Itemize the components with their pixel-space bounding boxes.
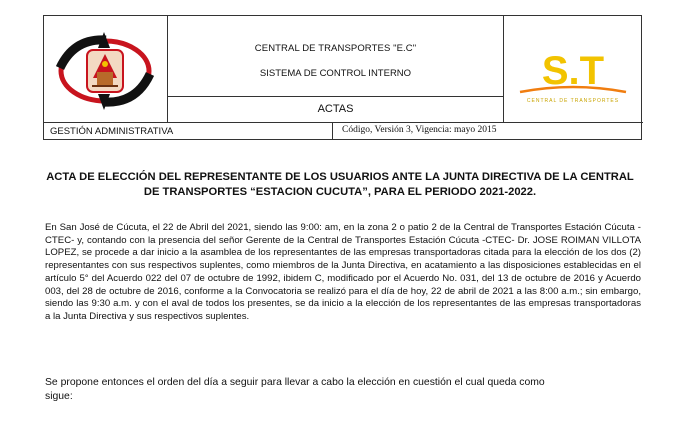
body-paragraph: Se propone entonces el orden del día a seguir para llevar a cabo la elección en cuestión el cual queda como sigue: (45, 377, 545, 402)
st-brand-logo (512, 38, 634, 108)
logo-lettering: S.T (541, 49, 605, 93)
process-name: GESTIÓN ADMINISTRATIVA (50, 126, 174, 137)
central-transportes-logo (54, 26, 156, 112)
logo-caption: CENTRAL DE TRANSPORTES (526, 98, 620, 104)
document-title: ACTA DE ELECCIÓN DEL REPRESENTANTE DE LOS USUARIOS ANTE LA JUNTA DIRECTIVA DE LA CENTRAL DE TRANSPORTES “ESTACION CUCUTA”, PARA EL PERIODO 2021-2022. (46, 171, 634, 198)
body-paragraph: En San José de Cúcuta, el 22 de Abril del 2021, siendo las 9:00: am, en la zona 2 o patio 2 de la Central de Transportes Estación Cúcuta -CTEC- y, contando con la presencia del señor Gerente de la Central de Transportes Estación Cúcuta -CTEC- Dr. JOSE ROIMAN VILLOTA LOPEZ, se procede a dar inicio a la asamblea de los representantes de las empresas transportadoras citada para la elección de los dos (2) representantes con sus respectivos suplentes, como miembros de la Junta Directiva, en acatamiento a las disposiciones establecidas en el artículo 5° del Acuerdo 022 del 07 de octubre de 1992, ibidem C, modificado por el Acuerdo No. 031, del 13 de octubre de 2016 y Acuerdo 003, del 28 de octubre de 2016, conforme a la Convocatoria se realizó para el día de hoy, 22 de abril de 2021 a las 8:00 a.m.; sin embargo, siendo las 9:30 a.m. y con el aval de todos los presentes, se da inicio a la elección de los representantes de las empresas transportadoras a la Junta Directiva y sus respectivos suplentes. (45, 222, 641, 322)
header-divider (167, 96, 503, 97)
header-divider (332, 122, 333, 140)
organization-name: CENTRAL DE TRANSPORTES "E.C" (254, 43, 417, 54)
header-table (43, 15, 642, 140)
header-divider (503, 16, 504, 123)
system-name: SISTEMA DE CONTROL INTERNO (259, 68, 412, 79)
header-divider (44, 122, 643, 123)
code-version: Código, Versión 3, Vigencia: mayo 2015 (342, 125, 497, 135)
document-type: ACTAS (317, 103, 354, 115)
